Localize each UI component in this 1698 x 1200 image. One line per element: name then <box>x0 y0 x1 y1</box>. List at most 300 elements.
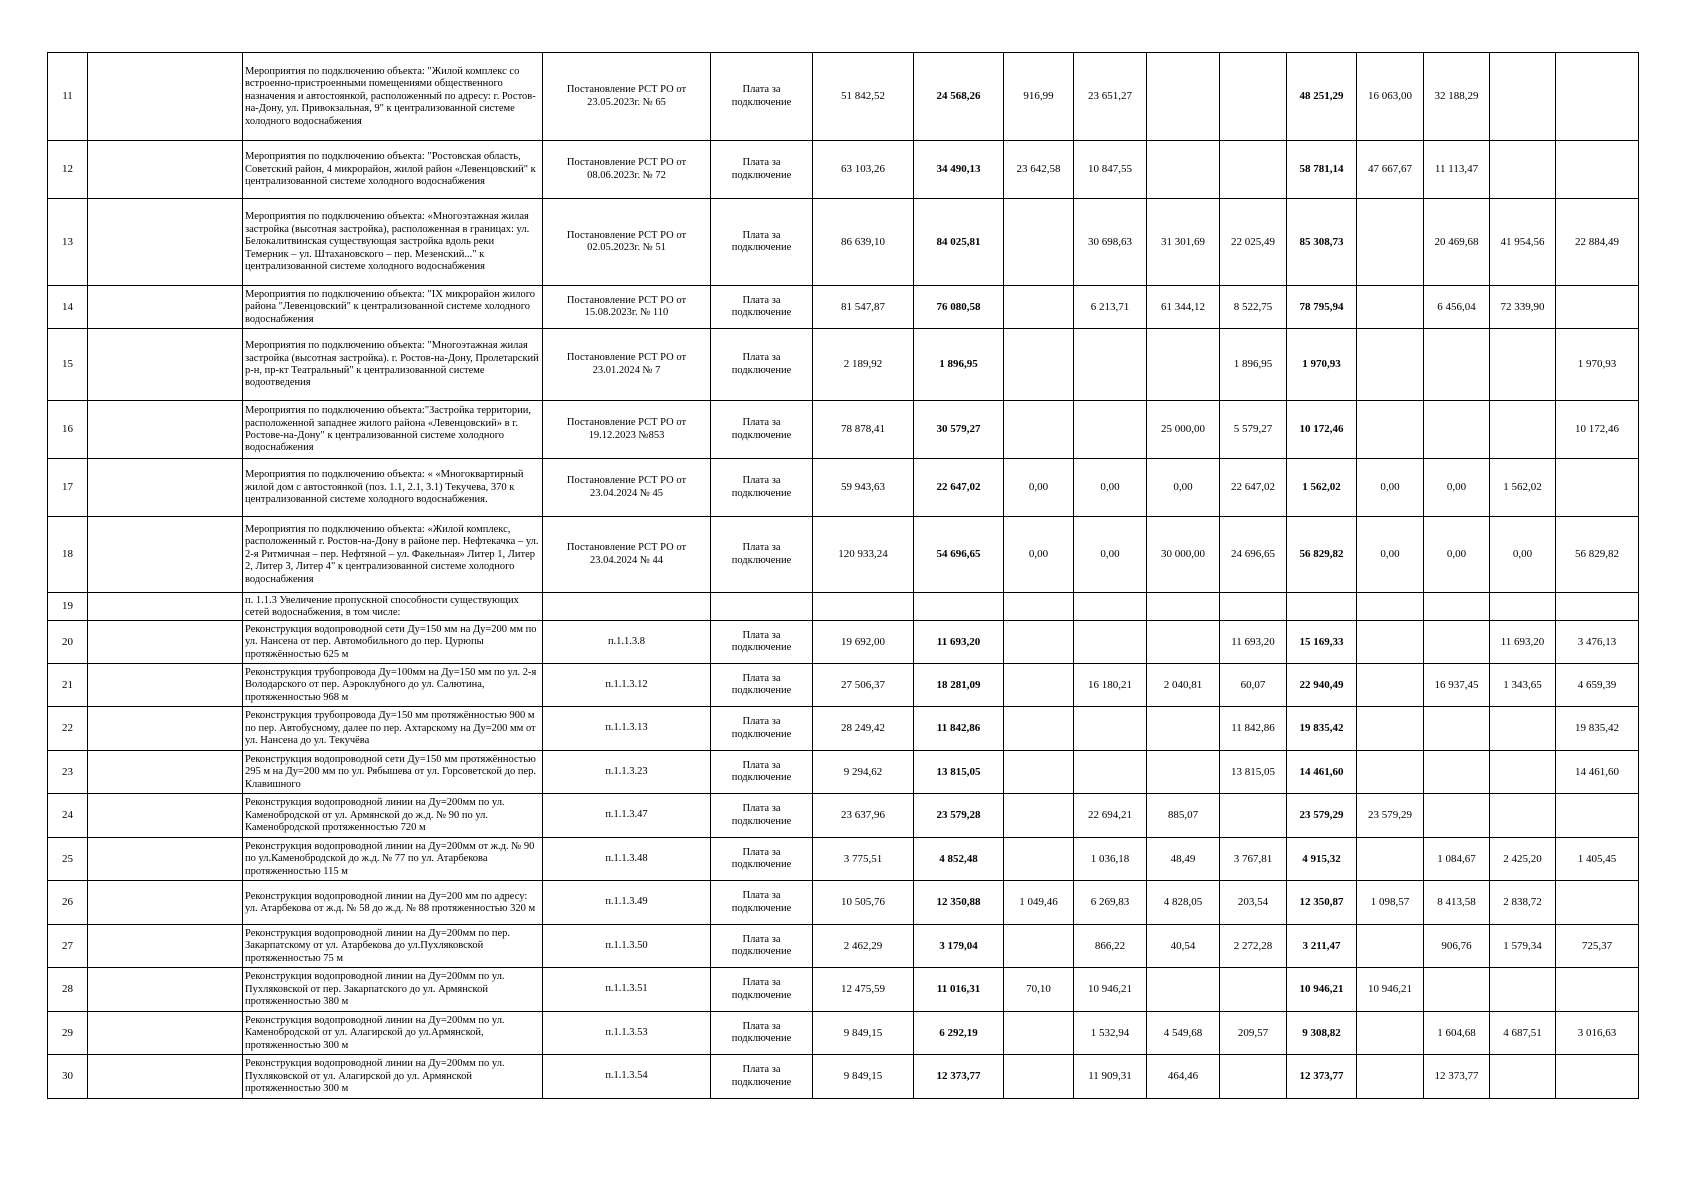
plan-col-4 <box>1555 967 1639 1012</box>
measure-description: Мероприятия по подключению объекта:"Застройка территории, расположенной западнее жилого района «Левенцовский» в г. Ростове-на-Дону" к централизованной системе холодного водоснабжения <box>242 400 543 459</box>
plan-col-3 <box>1489 706 1556 751</box>
total-cost: 28 249,42 <box>812 706 914 751</box>
plan-col-4 <box>1555 880 1639 925</box>
funds-col-4: 203,54 <box>1219 880 1287 925</box>
funding-source: Плата за подключение <box>710 140 813 199</box>
funds-total: 34 490,13 <box>913 140 1004 199</box>
funds-col-3: 464,46 <box>1146 1054 1220 1099</box>
funds-col-2: 6 269,83 <box>1073 880 1147 925</box>
legal-basis: Постановление РСТ РО от 23.01.2024 № 7 <box>542 328 711 401</box>
funds-col-1 <box>1003 663 1074 707</box>
funds-col-2 <box>1073 400 1147 459</box>
total-cost: 9 294,62 <box>812 750 914 794</box>
total-cost: 78 878,41 <box>812 400 914 459</box>
funds-col-4: 13 815,05 <box>1219 750 1287 794</box>
funds-col-3: 2 040,81 <box>1146 663 1220 707</box>
funds-total: 18 281,09 <box>913 663 1004 707</box>
plan-col-3: 1 579,34 <box>1489 924 1556 968</box>
legal-basis: Постановление РСТ РО от 08.06.2023г. № 72 <box>542 140 711 199</box>
plan-col-4 <box>1555 1054 1639 1099</box>
legal-basis: п.1.1.3.13 <box>542 706 711 751</box>
plan-col-3: 4 687,51 <box>1489 1011 1556 1055</box>
funds-col-4: 3 767,81 <box>1219 837 1287 881</box>
funds-col-2: 30 698,63 <box>1073 198 1147 286</box>
funds-col-3: 30 000,00 <box>1146 516 1220 593</box>
blank-cell <box>87 620 243 664</box>
funds-col-1 <box>1003 592 1074 621</box>
funds-col-4 <box>1219 52 1287 141</box>
total-cost: 2 462,29 <box>812 924 914 968</box>
plan-col-2 <box>1423 592 1490 621</box>
funds-total: 4 852,48 <box>913 837 1004 881</box>
plan-col-4: 1 405,45 <box>1555 837 1639 881</box>
plan-col-2 <box>1423 750 1490 794</box>
blank-cell <box>87 285 243 329</box>
funds-col-2 <box>1073 750 1147 794</box>
row-number: 30 <box>47 1054 88 1099</box>
funding-source: Плата за подключение <box>710 516 813 593</box>
funding-source: Плата за подключение <box>710 198 813 286</box>
row-number: 20 <box>47 620 88 664</box>
plan-total: 4 915,32 <box>1286 837 1357 881</box>
funds-col-3 <box>1146 328 1220 401</box>
plan-col-1 <box>1356 400 1424 459</box>
funds-total: 11 016,31 <box>913 967 1004 1012</box>
funds-col-1: 1 049,46 <box>1003 880 1074 925</box>
funds-col-1 <box>1003 837 1074 881</box>
plan-col-2: 0,00 <box>1423 458 1490 517</box>
blank-cell <box>87 516 243 593</box>
plan-col-3: 11 693,20 <box>1489 620 1556 664</box>
funds-total: 30 579,27 <box>913 400 1004 459</box>
funds-col-2: 0,00 <box>1073 516 1147 593</box>
legal-basis: Постановление РСТ РО от 19.12.2023 №853 <box>542 400 711 459</box>
legal-basis: Постановление РСТ РО от 23.05.2023г. № 65 <box>542 52 711 141</box>
funds-col-1 <box>1003 1011 1074 1055</box>
plan-total: 85 308,73 <box>1286 198 1357 286</box>
row-number: 23 <box>47 750 88 794</box>
funding-source <box>710 592 813 621</box>
plan-total: 15 169,33 <box>1286 620 1357 664</box>
measure-description: Мероприятия по подключению объекта: "IX микрорайон жилого района "Левенцовский" к централизованной системе холодного водоснабжения <box>242 285 543 329</box>
plan-col-1 <box>1356 285 1424 329</box>
funds-total: 1 896,95 <box>913 328 1004 401</box>
measure-description: Реконструкция водопроводной линии на Ду=200мм по ул. Каменобродской от ул. Армянской до ж.д. № 90 по ул. Каменобродской протяженностью 720 м <box>242 793 543 838</box>
total-cost <box>812 592 914 621</box>
blank-cell <box>87 837 243 881</box>
plan-col-2 <box>1423 706 1490 751</box>
funds-col-3: 48,49 <box>1146 837 1220 881</box>
legal-basis: п.1.1.3.48 <box>542 837 711 881</box>
funds-col-3: 885,07 <box>1146 793 1220 838</box>
row-number: 12 <box>47 140 88 199</box>
legal-basis: п.1.1.3.47 <box>542 793 711 838</box>
funding-source: Плата за подключение <box>710 400 813 459</box>
blank-cell <box>87 400 243 459</box>
blank-cell <box>87 750 243 794</box>
plan-col-3 <box>1489 140 1556 199</box>
funds-col-3 <box>1146 750 1220 794</box>
plan-col-1 <box>1356 592 1424 621</box>
measure-description: п. 1.1.3 Увеличение пропускной способности существующих сетей водоснабжения, в том числе: <box>242 592 543 621</box>
plan-col-4: 10 172,46 <box>1555 400 1639 459</box>
plan-col-3: 72 339,90 <box>1489 285 1556 329</box>
funds-col-1: 0,00 <box>1003 516 1074 593</box>
funds-col-4: 11 842,86 <box>1219 706 1287 751</box>
plan-total: 19 835,42 <box>1286 706 1357 751</box>
measure-description: Реконструкция водопроводной линии на Ду=200мм по ул. Пухляковской от ул. Алагирской до ул. Армянской протяженностью 300 м <box>242 1054 543 1099</box>
plan-col-3: 1 343,65 <box>1489 663 1556 707</box>
plan-col-4 <box>1555 793 1639 838</box>
legal-basis: п.1.1.3.51 <box>542 967 711 1012</box>
plan-col-3: 41 954,56 <box>1489 198 1556 286</box>
funds-col-1 <box>1003 285 1074 329</box>
plan-col-2: 6 456,04 <box>1423 285 1490 329</box>
plan-col-2 <box>1423 328 1490 401</box>
measure-description: Реконструкция водопроводной линии на Ду=200 мм по адресу: ул. Атарбекова от ж.д. № 58 до ж.д. № 88 протяженностью 320 м <box>242 880 543 925</box>
plan-col-4 <box>1555 140 1639 199</box>
funds-col-1 <box>1003 328 1074 401</box>
blank-cell <box>87 592 243 621</box>
plan-col-4: 1 970,93 <box>1555 328 1639 401</box>
legal-basis: Постановление РСТ РО от 23.04.2024 № 44 <box>542 516 711 593</box>
row-number: 13 <box>47 198 88 286</box>
plan-col-1 <box>1356 1011 1424 1055</box>
funds-col-2: 1 532,94 <box>1073 1011 1147 1055</box>
plan-col-4: 3 476,13 <box>1555 620 1639 664</box>
funds-col-1: 916,99 <box>1003 52 1074 141</box>
plan-col-2: 11 113,47 <box>1423 140 1490 199</box>
plan-total: 58 781,14 <box>1286 140 1357 199</box>
funds-col-2 <box>1073 592 1147 621</box>
funds-col-3: 61 344,12 <box>1146 285 1220 329</box>
funds-col-2: 22 694,21 <box>1073 793 1147 838</box>
funds-total: 24 568,26 <box>913 52 1004 141</box>
measure-description: Мероприятия по подключению объекта: "Жилой комплекс со встроенно-пристроенными помещениями общественного назначения и автостоянкой, расположенный по адресу: г. Ростов-на-Дону, ул. Привокзальная, 9" к централизованной системе холодного водоснабжения <box>242 52 543 141</box>
plan-col-3 <box>1489 750 1556 794</box>
blank-cell <box>87 706 243 751</box>
blank-cell <box>87 793 243 838</box>
funds-total: 12 350,88 <box>913 880 1004 925</box>
plan-col-1: 0,00 <box>1356 458 1424 517</box>
funds-total: 76 080,58 <box>913 285 1004 329</box>
funds-total: 84 025,81 <box>913 198 1004 286</box>
row-number: 19 <box>47 592 88 621</box>
blank-cell <box>87 52 243 141</box>
total-cost: 10 505,76 <box>812 880 914 925</box>
row-number: 29 <box>47 1011 88 1055</box>
blank-cell <box>87 880 243 925</box>
row-number: 11 <box>47 52 88 141</box>
funding-source: Плата за подключение <box>710 328 813 401</box>
funds-total: 12 373,77 <box>913 1054 1004 1099</box>
row-number: 21 <box>47 663 88 707</box>
total-cost: 63 103,26 <box>812 140 914 199</box>
blank-cell <box>87 140 243 199</box>
funds-col-1 <box>1003 793 1074 838</box>
plan-col-4: 56 829,82 <box>1555 516 1639 593</box>
funds-col-1 <box>1003 750 1074 794</box>
plan-total: 10 946,21 <box>1286 967 1357 1012</box>
funds-col-3 <box>1146 592 1220 621</box>
plan-col-2: 12 373,77 <box>1423 1054 1490 1099</box>
row-number: 27 <box>47 924 88 968</box>
blank-cell <box>87 663 243 707</box>
total-cost: 19 692,00 <box>812 620 914 664</box>
funding-source: Плата за подключение <box>710 837 813 881</box>
blank-cell <box>87 328 243 401</box>
plan-col-4: 22 884,49 <box>1555 198 1639 286</box>
funds-col-1 <box>1003 400 1074 459</box>
plan-total: 48 251,29 <box>1286 52 1357 141</box>
funds-total: 3 179,04 <box>913 924 1004 968</box>
funds-col-4 <box>1219 1054 1287 1099</box>
funding-source: Плата за подключение <box>710 620 813 664</box>
plan-col-3 <box>1489 400 1556 459</box>
legal-basis: Постановление РСТ РО от 02.05.2023г. № 51 <box>542 198 711 286</box>
legal-basis <box>542 592 711 621</box>
plan-col-3 <box>1489 52 1556 141</box>
funding-source: Плата за подключение <box>710 967 813 1012</box>
funds-col-2: 6 213,71 <box>1073 285 1147 329</box>
blank-cell <box>87 1054 243 1099</box>
plan-total: 9 308,82 <box>1286 1011 1357 1055</box>
funds-total: 13 815,05 <box>913 750 1004 794</box>
funds-col-4: 22 647,02 <box>1219 458 1287 517</box>
plan-col-2: 20 469,68 <box>1423 198 1490 286</box>
plan-col-2 <box>1423 400 1490 459</box>
funding-source: Плата за подключение <box>710 924 813 968</box>
total-cost: 27 506,37 <box>812 663 914 707</box>
blank-cell <box>87 1011 243 1055</box>
plan-col-2: 0,00 <box>1423 516 1490 593</box>
legal-basis: п.1.1.3.8 <box>542 620 711 664</box>
measure-description: Мероприятия по подключению объекта: «Многоэтажная жилая застройка (высотная застройка), расположенная в границах: ул. Белокалитвинская существующая застройка вдоль реки Темерник – ул. Штахановского – пер. Мезенский..." к централизованной системе холодного водоснабжения <box>242 198 543 286</box>
funding-source: Плата за подключение <box>710 285 813 329</box>
plan-col-1 <box>1356 706 1424 751</box>
funds-col-4 <box>1219 793 1287 838</box>
funding-source: Плата за подключение <box>710 52 813 141</box>
funds-col-4: 60,07 <box>1219 663 1287 707</box>
funds-col-3 <box>1146 140 1220 199</box>
funds-col-3: 40,54 <box>1146 924 1220 968</box>
funds-col-3: 4 828,05 <box>1146 880 1220 925</box>
funds-col-4: 22 025,49 <box>1219 198 1287 286</box>
funds-col-4: 1 896,95 <box>1219 328 1287 401</box>
total-cost: 12 475,59 <box>812 967 914 1012</box>
plan-col-1: 0,00 <box>1356 516 1424 593</box>
funds-col-1 <box>1003 924 1074 968</box>
funds-col-1: 23 642,58 <box>1003 140 1074 199</box>
plan-col-4 <box>1555 458 1639 517</box>
measure-description: Реконструкция водопроводной линии на Ду=200мм по ул. Пухляковской от пер. Закарпатского до ул. Армянской протяженностью 380 м <box>242 967 543 1012</box>
plan-total: 14 461,60 <box>1286 750 1357 794</box>
total-cost: 2 189,92 <box>812 328 914 401</box>
plan-total <box>1286 592 1357 621</box>
funding-source: Плата за подключение <box>710 750 813 794</box>
funds-col-1 <box>1003 706 1074 751</box>
plan-total: 3 211,47 <box>1286 924 1357 968</box>
funds-col-3 <box>1146 706 1220 751</box>
measure-description: Реконструкция трубопровода Ду=100мм на Ду=150 мм по ул. 2-я Володарского от пер. Аэроклубного до ул. Салютина, протяженностью 968 м <box>242 663 543 707</box>
funding-source: Плата за подключение <box>710 706 813 751</box>
row-number: 24 <box>47 793 88 838</box>
plan-total: 78 795,94 <box>1286 285 1357 329</box>
funds-col-4: 2 272,28 <box>1219 924 1287 968</box>
row-number: 17 <box>47 458 88 517</box>
funding-source: Плата за подключение <box>710 880 813 925</box>
measure-description: Реконструкция водопроводной сети Ду=150 мм на Ду=200 мм по ул. Нансена от пер. Автомобильного до пер. Цурюпы протяжённостью 625 м <box>242 620 543 664</box>
total-cost: 120 933,24 <box>812 516 914 593</box>
row-number: 18 <box>47 516 88 593</box>
measure-description: Мероприятия по подключению объекта: "Многоэтажная жилая застройка (высотная застройка). г. Ростов-на-Дону, Пролетарский р-н, пр-кт Театральный" к централизованной системе водоотведения <box>242 328 543 401</box>
funds-col-4 <box>1219 967 1287 1012</box>
plan-col-4: 19 835,42 <box>1555 706 1639 751</box>
plan-col-3: 2 425,20 <box>1489 837 1556 881</box>
plan-col-4: 14 461,60 <box>1555 750 1639 794</box>
row-number: 22 <box>47 706 88 751</box>
plan-col-1 <box>1356 198 1424 286</box>
funds-col-2: 866,22 <box>1073 924 1147 968</box>
total-cost: 59 943,63 <box>812 458 914 517</box>
plan-col-3: 2 838,72 <box>1489 880 1556 925</box>
funds-col-2: 10 946,21 <box>1073 967 1147 1012</box>
measure-description: Мероприятия по подключению объекта: « «Многоквартирный жилой дом с автостоянкой (поз. 1.1, 2.1, 3.1) Текучева, 370 к централизованной системе холодного водоснабжения. <box>242 458 543 517</box>
plan-col-4: 725,37 <box>1555 924 1639 968</box>
plan-col-4 <box>1555 592 1639 621</box>
legal-basis: Постановление РСТ РО от 15.08.2023г. № 110 <box>542 285 711 329</box>
row-number: 14 <box>47 285 88 329</box>
plan-total: 1 970,93 <box>1286 328 1357 401</box>
plan-col-1: 1 098,57 <box>1356 880 1424 925</box>
plan-col-2: 1 604,68 <box>1423 1011 1490 1055</box>
measure-description: Реконструкция водопроводной линии на Ду=200мм по пер. Закарпатскому от ул. Атарбекова до ул.Пухляковской протяженностью 75 м <box>242 924 543 968</box>
funds-total: 6 292,19 <box>913 1011 1004 1055</box>
funds-total: 11 693,20 <box>913 620 1004 664</box>
funds-col-1: 0,00 <box>1003 458 1074 517</box>
funds-col-3 <box>1146 967 1220 1012</box>
funds-col-4: 8 522,75 <box>1219 285 1287 329</box>
funding-source: Плата за подключение <box>710 1054 813 1099</box>
plan-col-3 <box>1489 328 1556 401</box>
blank-cell <box>87 924 243 968</box>
plan-col-2: 1 084,67 <box>1423 837 1490 881</box>
funds-col-3: 25 000,00 <box>1146 400 1220 459</box>
funds-total <box>913 592 1004 621</box>
funds-col-2: 10 847,55 <box>1073 140 1147 199</box>
plan-col-3: 1 562,02 <box>1489 458 1556 517</box>
plan-col-2 <box>1423 967 1490 1012</box>
funds-col-2: 0,00 <box>1073 458 1147 517</box>
row-number: 16 <box>47 400 88 459</box>
row-number: 28 <box>47 967 88 1012</box>
funds-col-4: 5 579,27 <box>1219 400 1287 459</box>
legal-basis: п.1.1.3.50 <box>542 924 711 968</box>
plan-col-3 <box>1489 793 1556 838</box>
funds-col-2: 11 909,31 <box>1073 1054 1147 1099</box>
plan-col-4 <box>1555 52 1639 141</box>
funds-col-3: 0,00 <box>1146 458 1220 517</box>
plan-col-1: 10 946,21 <box>1356 967 1424 1012</box>
funds-col-1 <box>1003 1054 1074 1099</box>
funding-source: Плата за подключение <box>710 458 813 517</box>
plan-col-1 <box>1356 924 1424 968</box>
plan-total: 23 579,29 <box>1286 793 1357 838</box>
funds-col-2 <box>1073 706 1147 751</box>
funds-col-3: 31 301,69 <box>1146 198 1220 286</box>
funds-col-3 <box>1146 52 1220 141</box>
plan-col-4: 4 659,39 <box>1555 663 1639 707</box>
funding-source: Плата за подключение <box>710 793 813 838</box>
funding-source: Плата за подключение <box>710 1011 813 1055</box>
blank-cell <box>87 458 243 517</box>
total-cost: 81 547,87 <box>812 285 914 329</box>
funds-total: 23 579,28 <box>913 793 1004 838</box>
total-cost: 9 849,15 <box>812 1054 914 1099</box>
plan-col-3 <box>1489 967 1556 1012</box>
row-number: 25 <box>47 837 88 881</box>
funds-total: 22 647,02 <box>913 458 1004 517</box>
funds-col-2 <box>1073 620 1147 664</box>
funds-col-3: 4 549,68 <box>1146 1011 1220 1055</box>
funding-source: Плата за подключение <box>710 663 813 707</box>
legal-basis: п.1.1.3.23 <box>542 750 711 794</box>
funds-col-2 <box>1073 328 1147 401</box>
plan-col-2 <box>1423 620 1490 664</box>
plan-total: 1 562,02 <box>1286 458 1357 517</box>
plan-col-1 <box>1356 837 1424 881</box>
plan-col-1 <box>1356 328 1424 401</box>
plan-col-3 <box>1489 592 1556 621</box>
plan-col-3 <box>1489 1054 1556 1099</box>
legal-basis: п.1.1.3.53 <box>542 1011 711 1055</box>
blank-cell <box>87 967 243 1012</box>
row-number: 26 <box>47 880 88 925</box>
plan-col-1 <box>1356 1054 1424 1099</box>
funds-total: 54 696,65 <box>913 516 1004 593</box>
plan-col-2 <box>1423 793 1490 838</box>
funds-col-4 <box>1219 592 1287 621</box>
plan-col-1 <box>1356 750 1424 794</box>
row-number: 15 <box>47 328 88 401</box>
total-cost: 51 842,52 <box>812 52 914 141</box>
plan-col-2: 32 188,29 <box>1423 52 1490 141</box>
total-cost: 9 849,15 <box>812 1011 914 1055</box>
measure-description: Реконструкция трубопровода Ду=150 мм протяжённостью 900 м по пер. Автобусному, далее по пер. Ахтарскому на Ду=200 мм от ул. Нансена до ул. Текучёва <box>242 706 543 751</box>
funds-total: 11 842,86 <box>913 706 1004 751</box>
plan-col-4 <box>1555 285 1639 329</box>
funds-col-1: 70,10 <box>1003 967 1074 1012</box>
plan-total: 12 373,77 <box>1286 1054 1357 1099</box>
plan-total: 22 940,49 <box>1286 663 1357 707</box>
funds-col-2: 16 180,21 <box>1073 663 1147 707</box>
plan-total: 12 350,87 <box>1286 880 1357 925</box>
plan-col-2: 8 413,58 <box>1423 880 1490 925</box>
blank-cell <box>87 198 243 286</box>
total-cost: 23 637,96 <box>812 793 914 838</box>
funds-col-4: 11 693,20 <box>1219 620 1287 664</box>
legal-basis: п.1.1.3.49 <box>542 880 711 925</box>
total-cost: 86 639,10 <box>812 198 914 286</box>
plan-col-1 <box>1356 620 1424 664</box>
funds-col-1 <box>1003 620 1074 664</box>
plan-col-3: 0,00 <box>1489 516 1556 593</box>
plan-col-1: 47 667,67 <box>1356 140 1424 199</box>
measure-description: Реконструкция водопроводной сети Ду=150 мм протяжённостью 295 м на Ду=200 мм по ул. Рябышева от ул. Горсоветской до пер. Клавишного <box>242 750 543 794</box>
plan-col-1 <box>1356 663 1424 707</box>
funds-col-1 <box>1003 198 1074 286</box>
funds-col-2: 1 036,18 <box>1073 837 1147 881</box>
